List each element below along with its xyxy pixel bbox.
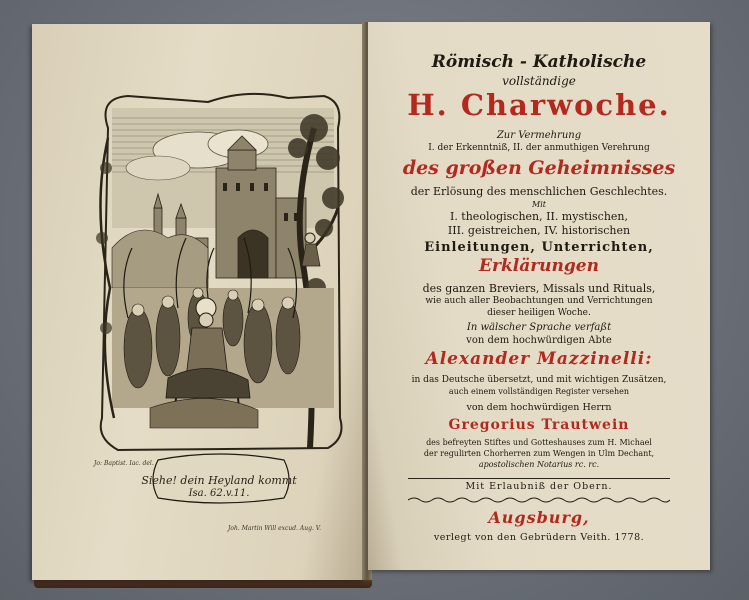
title-line-abte: von dem hochwürdigen Abte (466, 335, 612, 346)
frontispiece-citation: Isa. 62.v.11. (188, 488, 250, 499)
title-main-charwoche: H. Charwoche. (407, 88, 671, 122)
engraver-imprint: Joh. Martin Will excud. Aug. V. (228, 525, 321, 532)
title-line-herrn: von dem hochwürdigen Herrn (466, 402, 612, 413)
title-line-stiftes: des befreyten Stiftes und Gotteshauses zum H. Michael (426, 438, 652, 447)
title-rule (408, 478, 670, 479)
title-line-zur-vermehrung: Zur Vermehrung (496, 130, 582, 141)
title-line-chorherren: der regulirten Chorherren zum Wengen in Ulm Dechant, (423, 449, 655, 458)
title-line-uebersetzt: in das Deutsche übersetzt, und mit wichtigen Zusätzen, (411, 375, 667, 385)
title-author-mazzinelli: Alexander Mazzinelli: (425, 349, 653, 369)
title-line-notarius: apostolischen Notarius rc. rc. (478, 460, 600, 469)
title-line-geheimnisses: des großen Geheimnisses (402, 157, 676, 179)
frontispiece-page (32, 24, 364, 580)
title-line-complete: vollständige (502, 74, 576, 88)
title-line-waelscher-sprache: In wälscher Sprache verfaßt (466, 322, 612, 333)
title-line-register: auch einem vollständigen Register versehen (448, 387, 630, 396)
open-book (28, 18, 718, 584)
title-line-theologischen: I. theologischen, II. mystischen, (449, 210, 629, 223)
title-line-breviers: des ganzen Breviers, Missals und Rituals, (422, 282, 656, 295)
imprint-place: Augsburg, (488, 508, 590, 527)
title-line-erklaerungen: Erklärungen (479, 256, 599, 276)
ornamental-border (408, 496, 670, 504)
imprint-publisher: verlegt von den Gebrüdern Veith. 1778. (433, 532, 645, 543)
title-line-einleitungen: Einleitungen, Unterrichten, (424, 240, 654, 255)
title-line-heiligen-woche: dieser heiligen Woche. (487, 308, 591, 318)
title-line-erlaubniss: Mit Erlaubniß der Obern. (465, 481, 613, 492)
frontispiece-caption: Siehe! dein Heyland kommt (141, 474, 297, 487)
title-line-erkenntniss: I. der Erkenntniß, II. der anmuthigen Verehrung (428, 143, 650, 153)
title-page (368, 22, 710, 570)
title-line-roman-catholic: Römisch - Katholische (431, 52, 647, 72)
title-line-erloesung: der Erlösung des menschlichen Geschlechtes. (410, 185, 668, 198)
frontispiece-engraving (88, 88, 350, 532)
title-line-geistreichen: III. geistreichen, IV. historischen (447, 224, 631, 237)
title-translator-trautwein: Gregorius Trautwein (448, 417, 630, 433)
engraver-signature-left: Jo: Baptist. Iac. del. (94, 460, 154, 467)
engraving-illustration (88, 88, 350, 508)
title-line-beobachtungen: wie auch aller Beobachtungen und Verrichtungen (425, 296, 653, 306)
title-line-mit: Mit (532, 200, 546, 209)
